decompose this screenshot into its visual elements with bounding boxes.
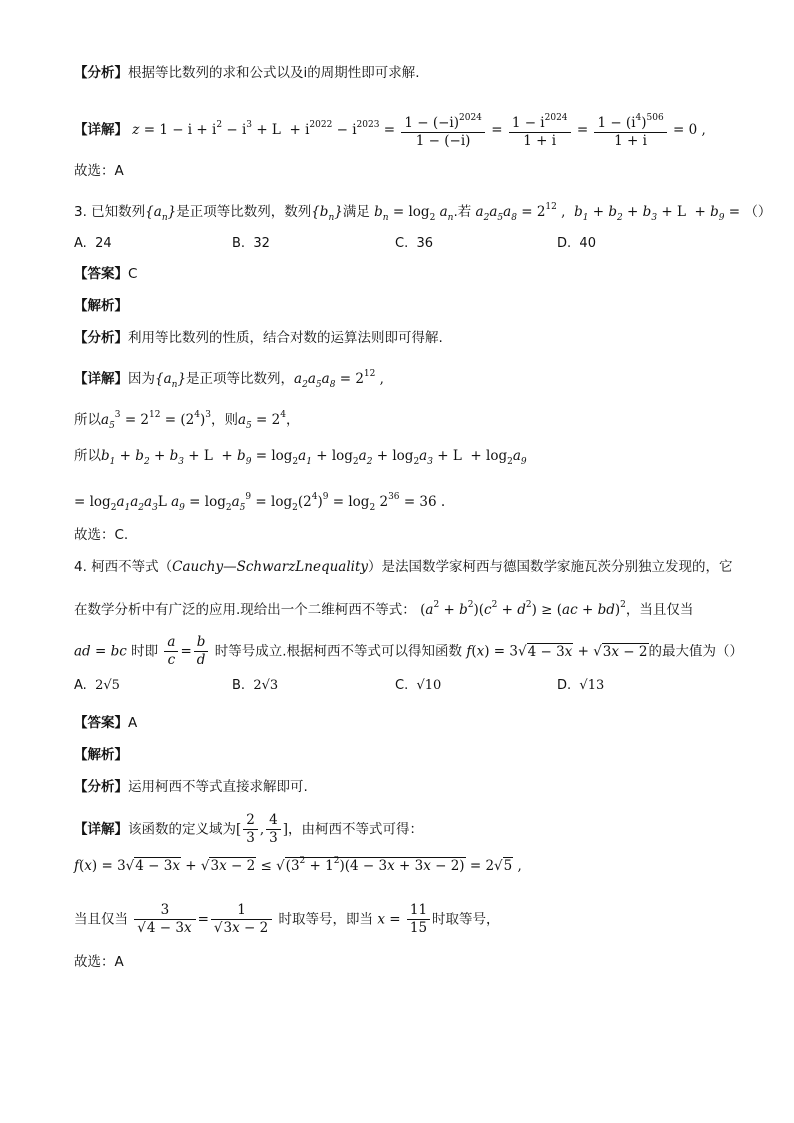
detail-line: 【详解】 $z = 1 - i + i^2 - i^3 + L + i^{2022} - i^{2023}$ = $\frac{1 - (-i)^{2024}}{1 - (-i)}$ = $\frac{1 - i^{2024}}{1 + i}$ = $\frac{1 - (i^4)^{506}}{1 + i}$ = 0 , (74, 110, 706, 150)
analysis-text: 根据等比数列的求和公式以及i的周期性即可求解. (128, 65, 420, 81)
analysis-tag: 【分析】 (74, 779, 128, 795)
option-b: B. 2√3 (232, 678, 279, 693)
choice-line: 故选：C. (74, 527, 129, 543)
option-d: D. 40 (557, 236, 596, 251)
detail-tag: 【详解】 (74, 371, 128, 387)
question-4-stem-1 (74, 558, 733, 576)
detail-text: 该函数的定义域为 (128, 821, 236, 838)
stem-text: ，当且仅当 (625, 602, 694, 618)
jiexi-line (74, 297, 128, 315)
detail-line: 【详解】因为$\{a_n\}$是正项等比数列，$a_2a_5a_8 = 2^{12}$ , (74, 369, 384, 390)
choice-line: 故选：A (74, 954, 124, 970)
choice-line: 故选：A (74, 163, 124, 179)
stem-prefix: 3. 已知数列 (74, 204, 146, 220)
detail-line-2: 所以$a_5^3 = 2^{12} = (2^4)^3$，则$a_5 = 2^4$， (74, 410, 300, 431)
detail-text: 当且仅当 (74, 911, 128, 928)
stem-text: 是正项等比数列，数列 (176, 204, 312, 220)
answer-tag: 【答案】 (74, 715, 128, 731)
detail-tag: 【详解】 (74, 821, 128, 838)
jiexi-tag: 【解析】 (74, 747, 128, 763)
answer-tag: 【答案】 (74, 266, 128, 282)
analysis-line (74, 329, 443, 347)
option-c: C. 36 (395, 236, 434, 251)
stem-text: .若 (453, 204, 472, 220)
fraction: $\frac{1 - (-i)^{2024}}{1 - (-i)}$ (401, 110, 485, 150)
detail-line-3: 所以$b_1 + b_2 + b_3 + L + b_9 = \log_2a_1 + \log_2a_2 + \log_2a_3 + L + \log_2a_9$ (74, 448, 527, 467)
option-a: A. 24 (74, 236, 112, 251)
stem-text: 4. 柯西不等式（ (74, 559, 173, 575)
analysis-text: 利用等比数列的性质，结合对数的运算法则即可得解. (128, 330, 443, 346)
detail-line-3: 当且仅当 $\frac{3}{√4 - 3x}$ = $\frac{1}{√3x - 2}$ 时取等号，即当 x = $\frac{11}{15}$ 时取等号， (74, 902, 500, 936)
answer-value: A (128, 715, 138, 731)
detail-text: 时取等号，即当 (278, 911, 374, 928)
fraction: $\frac{1 - i^{2024}}{1 + i}$ (509, 110, 571, 150)
detail-text: 因为 (128, 371, 155, 387)
fraction: $\frac{1 - (i^4)^{506}}{1 + i}$ (594, 110, 666, 150)
stem-text: 满足 (342, 204, 370, 220)
detail-text: 是正项等比数列， (186, 371, 295, 387)
answer-line (74, 265, 137, 283)
analysis-tag: 【分析】 (74, 330, 128, 346)
analysis-text: 运用柯西不等式直接求解即可. (128, 779, 308, 795)
detail-line: 【详解】该函数的定义域为[ $\frac{2}{3}$ , $\frac{4}{3}$ ]，由柯西不等式可得： (74, 812, 424, 846)
stem-text: ）是法国数学家柯西与德国数学家施瓦茨分别独立发现的，它 (368, 559, 733, 575)
detail-tag: 【详解】 (74, 122, 128, 138)
answer-value: C (128, 266, 138, 282)
stem-text: 时等号成立.根据柯西不等式可以得知函数 (214, 643, 463, 660)
term: Cauchy—SchwarzLnequality (172, 559, 369, 575)
question-4-stem-3: ad = bc 时即 $\frac{a}{c}$ = $\frac{b}{d}$ 时等号成立.根据柯西不等式可以得知函数 f(x) = 3√4 − 3x + √3x − 2的最大值为（） (74, 634, 743, 668)
detail-formula: z (132, 122, 140, 138)
question-3-stem: 3. 已知数列$\{a_n\}$是正项等比数列，数列$\{b_n\}$满足 $b_n = \log_2 a_n$.若 $a_2a_5a_8 = 2^{12}$ , $b_1 + b_2 + b_3 + L + b_9$ = （） (74, 202, 772, 223)
analysis-tag: 【分析】 (74, 65, 128, 81)
stem-end: （） (744, 204, 772, 220)
answer-line (74, 714, 137, 732)
question-4-stem-2: 在数学分析中有广泛的应用.现给出一个二维柯西不等式： $(a^2 + b^2)(c^2 + d^2) \ge (ac + bd)^2$，当且仅当 (74, 600, 694, 618)
analysis-line (74, 64, 420, 82)
option-c: C. √10 (395, 678, 442, 693)
option-d: D. √13 (557, 678, 605, 693)
detail-line-2: $f(x) = 3√4 - 3x + √3x - 2 \le √(3^2 + 1^2)(4 - 3x + 3x - 2) = 2√5$ , (74, 856, 522, 874)
stem-text: 的最大值为（） (648, 643, 743, 660)
detail-text: ，由柯西不等式可得： (288, 821, 424, 838)
jiexi-line (74, 746, 128, 764)
analysis-line (74, 778, 308, 796)
detail-line-4: = $\log_2a_1a_2a_3L$ $a_9 = \log_2a_5^9 = \log_2(2^4)^9 = \log_2 2^{36} = 36$ . (74, 492, 446, 513)
jiexi-tag: 【解析】 (74, 298, 128, 314)
stem-text: 在数学分析中有广泛的应用.现给出一个二维柯西不等式： (74, 602, 416, 618)
detail-text: 时取等号， (432, 911, 500, 928)
option-a: A. 2√5 (74, 678, 120, 693)
option-b: B. 32 (232, 236, 270, 251)
